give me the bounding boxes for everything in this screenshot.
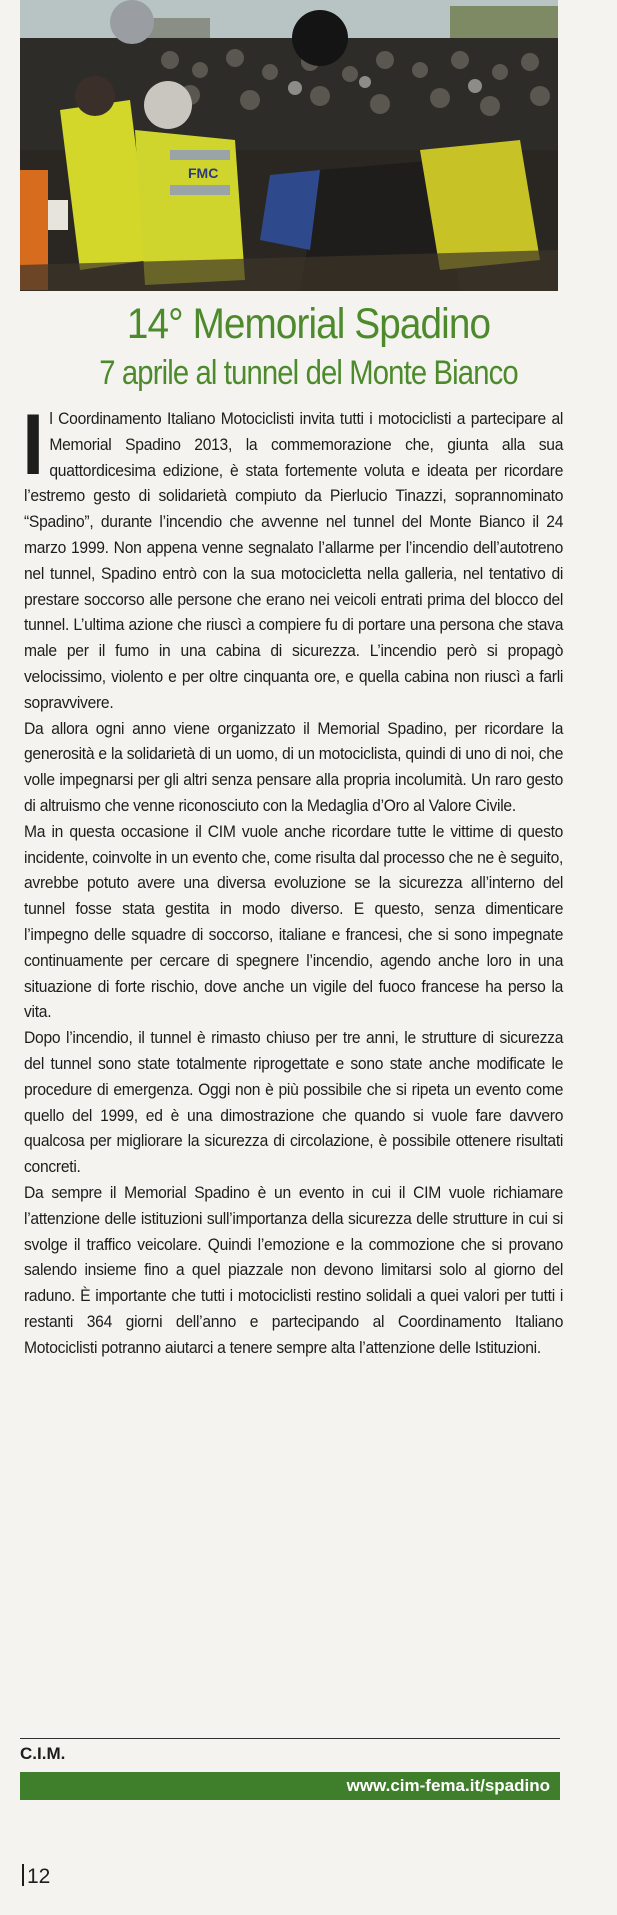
- article-paragraph-5: Da sempre il Memorial Spadino è un evento in cui il CIM vuole richiamare l’attenzione delle istituzioni sull’importanza della sicurezza delle strutture in cui si svolge il traffico veicolare. Quindi l’emozione e la commozione che si provano salendo insieme fino a quel piazzale non devono limitarsi solo al giorno del raduno. È importante che tutti i motociclisti restino solidali a quei valori per tutti i restanti 364 giorni dell’anno e partecipando al Coordinamento Italiano Motociclisti potranno aiutarci a tenere sempre alta l’attenzione delle Istituzioni.: [24, 1182, 564, 1357]
- page-number-text: 12: [27, 1865, 51, 1888]
- vest-text: FMC: [188, 165, 219, 181]
- motorcycle-rally-crowd-photo: [20, 0, 558, 291]
- page-number: [22, 1864, 50, 1889]
- article-paragraph-3: Ma in questa occasione il CIM vuole anche ricordare tutte le vittime di questo incidente, coinvolte in un evento che, come risulta dal processo che ne è seguito, avrebbe potuto avere una diversa evoluzione se la sicurezza all’interno del tunnel fosse stata gestita in modo diverso. E questo, senza dimenticare l’impegno delle squadre di soccorso, italiane e francesi, che si sono impegnate continuamente per cercare di spegnere l’incendio, agendo anche loro in una situazione di forte rischio, dove anche un vigile del fuoco francese ha perso la vita.: [24, 821, 564, 1022]
- website-link[interactable]: www.cim-fema.it/spadino: [346, 1776, 550, 1795]
- article-subtitle: 7 aprile al tunnel del Monte Bianco: [99, 354, 518, 392]
- page-number-bar: [22, 1864, 24, 1886]
- article-body: [22, 397, 564, 1360]
- url-banner: [20, 1772, 560, 1800]
- article-paragraph-2: Da allora ogni anno viene organizzato il Memorial Spadino, per ricordare la generosità e la solidarietà di un uomo, di un motociclista, quindi di uno di noi, che volle impegnarsi per gli altri senza pensare alla propria incolumità. Un raro gesto di altruismo che venne riconosciuto con la Medaglia d’Oro al Valore Civile.: [24, 718, 564, 815]
- paragraph-1-text: l Coordinamento Italiano Motociclisti invita tutti i motociclisti a partecipare al Memorial Spadino 2013, la commemorazione che, giunta alla sua quattordicesima edizione, è stata fortemente voluta e ideata per ricordare l’estremo gesto di solidarietà compiuto da Pierlucio Tinazzi, soprannominato “Spadino”, durante l’incendio che avvenne nel tunnel del Monte Bianco il 24 marzo 1999. Non appena venne segnalato l’allarme per l’incendio dell’autotreno nel tunnel, Spadino entrò con la sua motocicletta nella galleria, nel tentativo di prestare soccorso alle persone che erano nei veicoli entrati prima del blocco del tunnel. L’ultima azione che riuscì a compiere fu di portare una persona che stava male per il fumo in una cabina di sicurezza. L’incendio però si propagò velocissimo, violento e per oltre cinquanta ore, e quella cabina non riuscì a farli sopravvivere.: [24, 409, 564, 712]
- article-signature: C.I.M.: [20, 1744, 66, 1763]
- drop-cap: I: [22, 397, 44, 493]
- signature-divider: [20, 1738, 560, 1739]
- crowd-photo-illustration: [20, 0, 558, 291]
- article-paragraph-4: Dopo l’incendio, il tunnel è rimasto chiuso per tre anni, le strutture di sicurezza del tunnel sono state totalmente riprogettate e sono state anche modificate le procedure di emergenza. Oggi non è più possibile che si ripeta un evento come quello del 1999, ed è una dimostrazione che quando si vuole fare davvero qualcosa per migliorare la sicurezza di circolazione, è possibile ottenere risultati concreti.: [24, 1028, 564, 1177]
- article-paragraph-1: [22, 397, 564, 716]
- article-title: 14° Memorial Spadino: [126, 300, 491, 348]
